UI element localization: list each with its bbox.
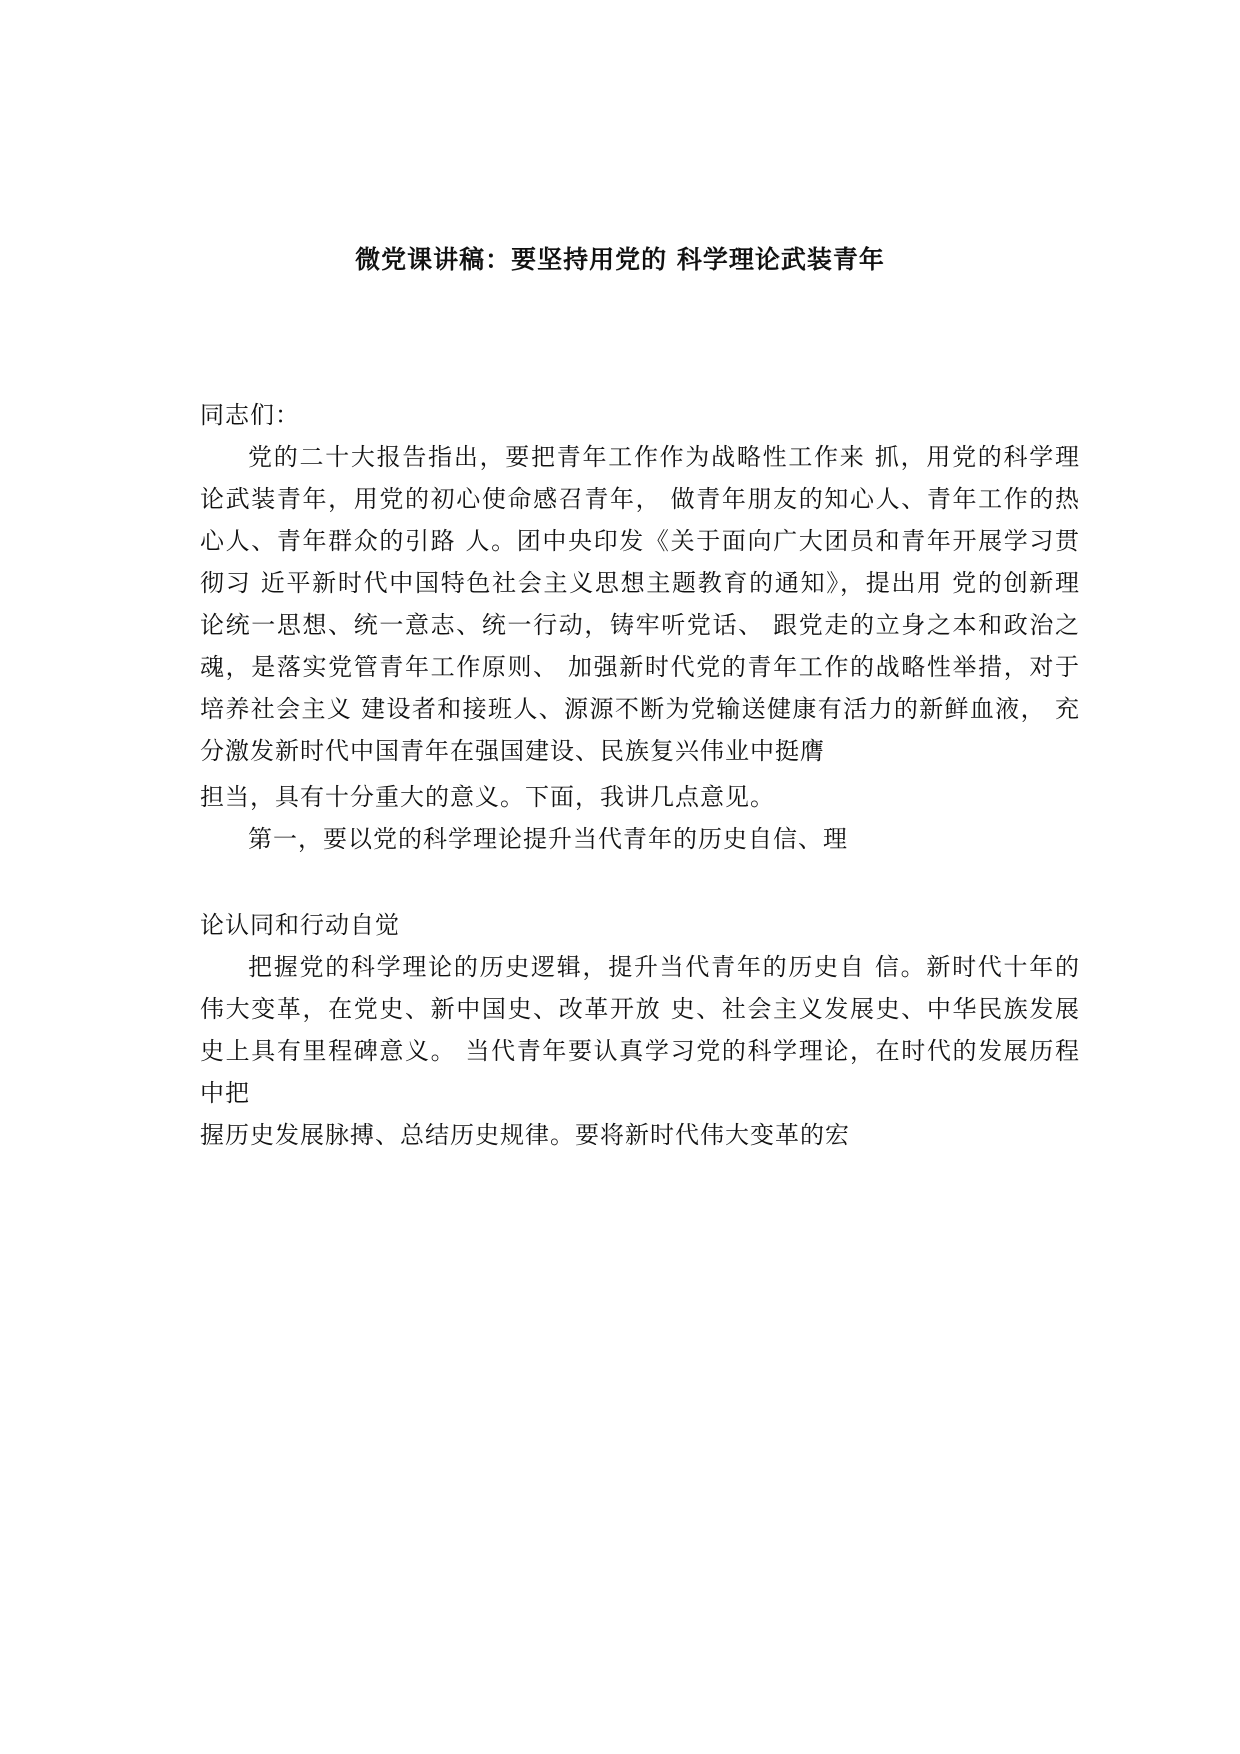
salutation: 同志们：: [200, 401, 300, 429]
body-paragraph-2: 担当，具有十分重大的意义。下面，我讲几点意见。: [200, 783, 775, 811]
body-paragraph-3: 把握党的科学理论的历史逻辑，提升当代青年的历史自 信。新时代十年的伟大变革，在党史、新中国史、改革开放 史、社会主义发展史、中华民族发展史上具有里程碑意义。 当代青年要认真学习党的科学理论，在时代的发展历程中把: [200, 953, 1080, 1107]
body-paragraph-1: 党的二十大报告指出，要把青年工作作为战略性工作来 抓，用党的科学理论武装青年，用党的初心使命感召青年， 做青年朋友的知心人、青年工作的热心人、青年群众的引路 人。团中央印发《关于面向广大团员和青年开展学习贯彻习 近平新时代中国特色社会主义思想主题教育的通知》，提出用 党的创新理论统一思想、统一意志、统一行动，铸牢听党话、 跟党走的立身之本和政治之魂，是落实党管青年工作原则、 加强新时代党的青年工作的战略性举措，对于培养社会主义 建设者和接班人、源源不断为党输送健康有活力的新鲜血液， 充分激发新时代中国青年在强国建设、民族复兴伟业中挺膺: [200, 443, 1080, 765]
body-paragraph-4: 握历史发展脉搏、总结历史规律。要将新时代伟大变革的宏: [200, 1121, 850, 1149]
section-heading-1-line-1: 第一，要以党的科学理论提升当代青年的历史自信、理: [248, 825, 848, 853]
section-heading-1-line-2: 论认同和行动自觉: [200, 911, 400, 939]
document-title: 微党课讲稿：要坚持用党的 科学理论武装青年: [355, 245, 885, 274]
